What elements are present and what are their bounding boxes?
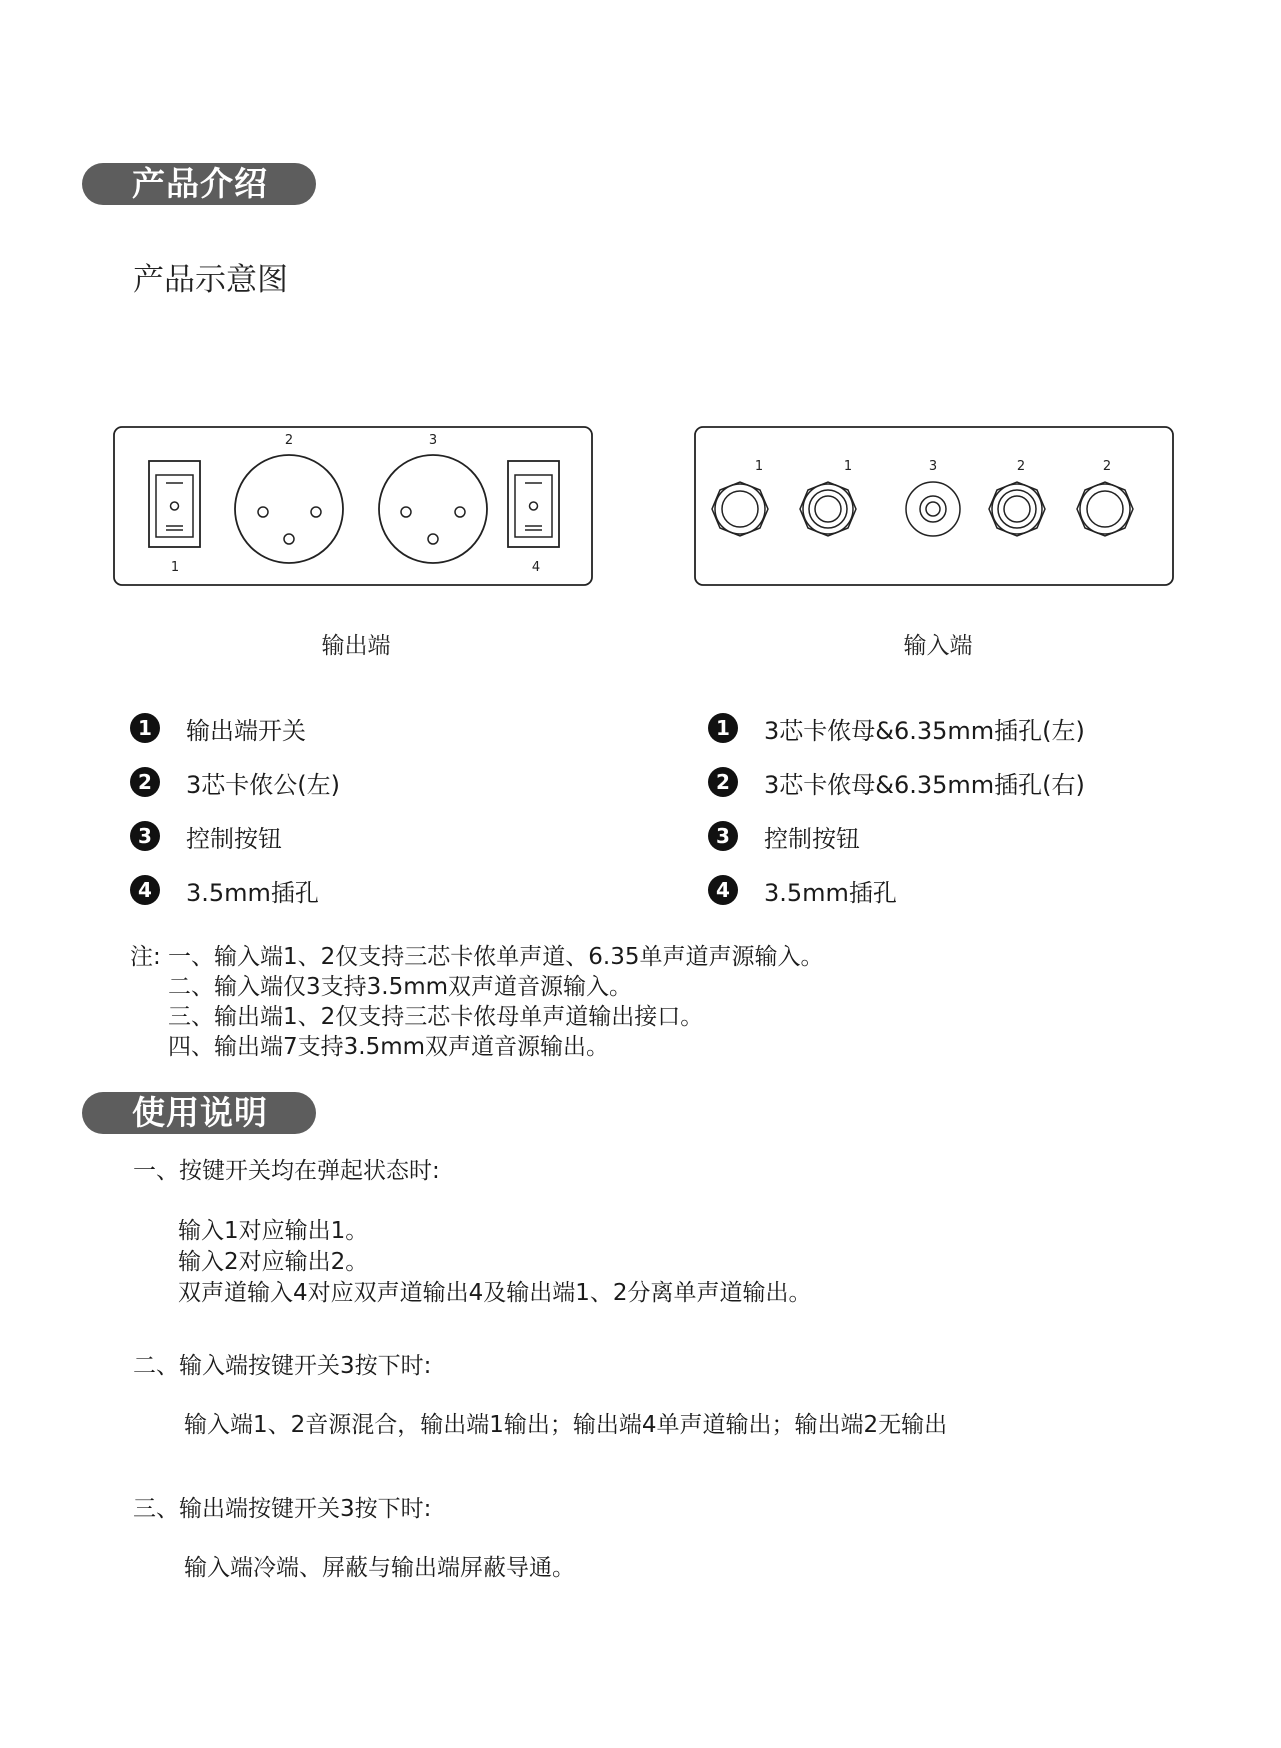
input-number-2a: 2	[1016, 459, 1026, 474]
usage-line: 输入端冷端、屏蔽与输出端屏蔽导通。	[184, 1555, 575, 1581]
jack-socket-icon	[989, 482, 1045, 536]
number-badge: 2	[130, 767, 160, 797]
number-badge: 4	[130, 875, 160, 905]
legend-output-item	[130, 819, 282, 853]
legend-output-item	[130, 711, 306, 745]
legend-output-item	[130, 873, 319, 907]
legend-text: 3.5mm插孔	[764, 878, 897, 907]
jack-socket-icon	[1077, 482, 1133, 536]
output-panel-diagram	[112, 425, 596, 590]
number-badge: 2	[708, 767, 738, 797]
input-panel-label: 输入端	[903, 633, 973, 659]
number-badge: 3	[130, 821, 160, 851]
output-number-3: 3	[428, 433, 438, 448]
legend-input-item	[708, 765, 1085, 799]
rocker-switch-icon	[508, 461, 559, 547]
usage-line: 输入端1、2音源混合，输出端1输出；输出端4单声道输出；输出端2无输出	[184, 1412, 948, 1438]
legend-text: 输出端开关	[186, 716, 306, 745]
section-title: 使用说明	[132, 1093, 268, 1132]
note-line: 三、输出端1、2仅支持三芯卡侬母单声道输出接口。	[168, 1004, 704, 1030]
note-line: 二、输入端仅3支持3.5mm双声道音源输入。	[168, 974, 633, 1000]
section-title: 产品介绍	[132, 164, 268, 203]
xlr-male-connector-icon	[379, 455, 487, 563]
usage-heading-2: 二、输入端按键开关3按下时:	[133, 1353, 432, 1379]
input-number-2b: 2	[1102, 459, 1112, 474]
input-number-1b: 1	[843, 459, 853, 474]
note-line: 一、输入端1、2仅支持三芯卡侬单声道、6.35单声道声源输入。	[168, 944, 824, 970]
note-line: 四、输出端7支持3.5mm双声道音源输出。	[168, 1034, 610, 1060]
usage-line: 输入2对应输出2。	[178, 1249, 369, 1275]
output-number-1: 1	[170, 560, 180, 575]
product-diagram-title: 产品示意图	[133, 262, 288, 298]
legend-text: 控制按钮	[186, 824, 282, 853]
usage-heading-1: 一、按键开关均在弹起状态时:	[133, 1158, 440, 1184]
number-badge: 1	[708, 713, 738, 743]
output-number-4: 4	[531, 560, 541, 575]
rocker-switch-icon	[149, 461, 200, 547]
legend-text: 控制按钮	[764, 824, 860, 853]
number-badge: 4	[708, 875, 738, 905]
usage-line: 输入1对应输出1。	[178, 1218, 369, 1244]
jack-socket-icon	[712, 482, 768, 536]
jack-socket-icon	[800, 482, 856, 536]
xlr-male-connector-icon	[235, 455, 343, 563]
input-number-1a: 1	[754, 459, 764, 474]
legend-text: 3芯卡侬母&6.35mm插孔(右)	[764, 770, 1085, 799]
output-panel-label: 输出端	[321, 633, 391, 659]
section-header-product-intro	[82, 163, 316, 205]
input-panel-diagram	[693, 425, 1178, 590]
legend-text: 3芯卡侬公(左)	[186, 770, 340, 799]
legend-text: 3.5mm插孔	[186, 878, 319, 907]
number-badge: 3	[708, 821, 738, 851]
legend-input-item	[708, 711, 1085, 745]
legend-input-item	[708, 819, 860, 853]
usage-line: 双声道输入4对应双声道输出4及输出端1、2分离单声道输出。	[178, 1280, 812, 1306]
notes-prefix: 注:	[130, 944, 161, 970]
legend-output-item	[130, 765, 340, 799]
output-number-2: 2	[284, 433, 294, 448]
legend-input-item	[708, 873, 897, 907]
section-header-usage	[82, 1092, 316, 1134]
legend-text: 3芯卡侬母&6.35mm插孔(左)	[764, 716, 1085, 745]
number-badge: 1	[130, 713, 160, 743]
usage-heading-3: 三、输出端按键开关3按下时:	[133, 1496, 432, 1522]
mini-jack-socket-icon	[906, 482, 960, 536]
input-number-3: 3	[928, 459, 938, 474]
